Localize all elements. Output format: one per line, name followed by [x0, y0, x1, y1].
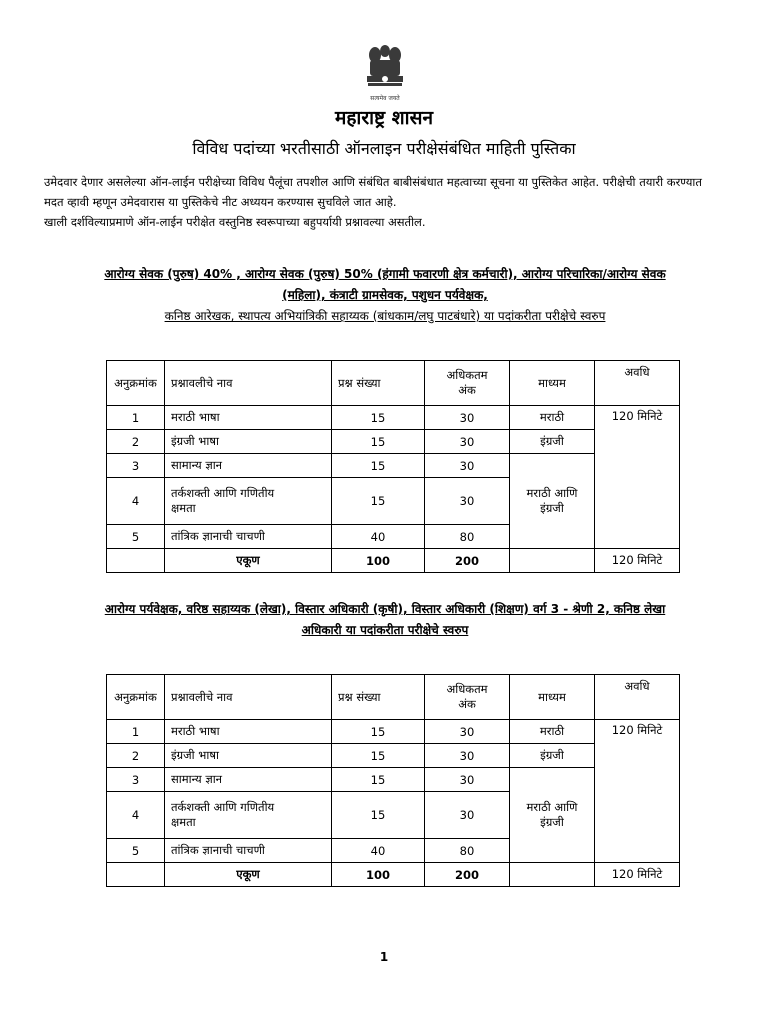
cell-medium: इंग्रजी: [510, 430, 595, 454]
cell-questions: 40: [332, 525, 425, 549]
header-serial: अनुक्रमांक: [107, 361, 165, 406]
cell-paper: तांत्रिक ज्ञानाची चाचणी: [165, 525, 332, 549]
cell-questions: 40: [332, 839, 425, 863]
header-serial: अनुक्रमांक: [107, 675, 165, 720]
cell-empty: [510, 549, 595, 573]
government-title: महाराष्ट्र शासन: [334, 107, 433, 129]
header-questions: प्रश्न संख्या: [332, 675, 425, 720]
header-duration: अवधि: [595, 675, 680, 720]
cell-paper-line1: तर्कशक्ती आणि गणितीय: [171, 486, 275, 500]
cell-serial: 1: [107, 720, 165, 744]
table-row: [107, 720, 680, 744]
cell-medium: [510, 768, 595, 863]
section1-heading-line2: (महिला), कंत्राटी ग्रामसेवक, पशुधन पर्यवेक्षक,: [282, 288, 488, 302]
section1-heading-line3: कनिष्ठ आरेखक, स्थापत्य अभियांत्रिकी सहाय्यक (बांधकाम/लघु पाटबंधारे) या पदांकरीता परीक्षेचे स्वरुप: [164, 309, 606, 323]
cell-marks: 30: [425, 430, 510, 454]
cell-questions: 15: [332, 478, 425, 525]
emblem-caption: सत्यमेव जयते: [370, 95, 400, 102]
cell-total-duration: 120 मिनिटे: [595, 863, 680, 887]
cell-marks: 30: [425, 768, 510, 792]
cell-duration: 120 मिनिटे: [595, 720, 680, 863]
cell-total-marks: 200: [425, 549, 510, 573]
table-header-row: [107, 361, 680, 406]
cell-marks: 30: [425, 406, 510, 430]
cell-total-questions: 100: [332, 549, 425, 573]
table-row: [107, 406, 680, 430]
section2-heading-line2: अधिकारी या पदांकरीता परीक्षेचे स्वरुप: [301, 623, 469, 637]
cell-paper: [165, 478, 332, 525]
header-max-marks-line2: अंक: [458, 383, 476, 397]
cell-questions: 15: [332, 406, 425, 430]
cell-serial: 2: [107, 744, 165, 768]
cell-medium: इंग्रजी: [510, 744, 595, 768]
cell-medium: मराठी: [510, 406, 595, 430]
cell-paper: सामान्य ज्ञान: [165, 454, 332, 478]
cell-empty: [107, 549, 165, 573]
cell-medium: मराठी: [510, 720, 595, 744]
header-max-marks: [425, 361, 510, 406]
cell-medium-line1: मराठी आणि: [526, 800, 578, 814]
section2-heading: [40, 599, 730, 641]
cell-empty: [107, 863, 165, 887]
cell-serial: 3: [107, 768, 165, 792]
intro-paragraph-2: खाली दर्शविल्याप्रमाणे ऑन-लाईन परीक्षेत वस्तुनिष्ठ स्वरूपाच्या बहुपर्यायी प्रश्नावल्या असतील.: [44, 215, 426, 229]
booklet-title: विविध पदांच्या भरतीसाठी ऑनलाइन परीक्षेसंबंधित माहिती पुस्तिका: [192, 139, 576, 158]
cell-marks: 30: [425, 792, 510, 839]
table-total-row: [107, 863, 680, 887]
cell-empty: [510, 863, 595, 887]
header-max-marks-line1: अधिकतम: [446, 682, 488, 696]
cell-serial: 2: [107, 430, 165, 454]
table-total-row: [107, 549, 680, 573]
cell-marks: 30: [425, 454, 510, 478]
cell-paper-line1: तर्कशक्ती आणि गणितीय: [171, 800, 275, 814]
table-row: [107, 454, 680, 478]
cell-paper: मराठी भाषा: [165, 406, 332, 430]
cell-total-marks: 200: [425, 863, 510, 887]
cell-total-questions: 100: [332, 863, 425, 887]
cell-questions: 15: [332, 744, 425, 768]
cell-questions: 15: [332, 454, 425, 478]
exam-pattern-table-2: [106, 674, 680, 887]
header-max-marks: [425, 675, 510, 720]
table-row: [107, 744, 680, 768]
header-max-marks-line1: अधिकतम: [446, 368, 488, 382]
table-header-row: [107, 675, 680, 720]
intro-paragraph-1: उमेदवार देणार असलेल्या ऑन-लाईन परीक्षेच्या विविध पैलूंचा तपशील आणि संबंधित बाबीसंबंधात महत्वाच्या सूचना या पुस्तिकेत आहेत. परीक्षेची तयारी करण्यात मदत व्हावी म्हणून उमेदवारास या पुस्तिकेचे नीट अध्ययन करण्यास सुचविले जात आहे.: [44, 175, 702, 209]
cell-questions: 15: [332, 792, 425, 839]
cell-medium-line2: इंग्रजी: [540, 815, 564, 829]
cell-duration: 120 मिनिटे: [595, 406, 680, 549]
page-number: 1: [379, 950, 389, 964]
section1-heading-line1: आरोग्य सेवक (पुरुष) 40% , आरोग्य सेवक (पुरुष) 50% (हंगामी फवारणी क्षेत्र कर्मचारी), आरोग्य परिचारिका/आरोग्य सेवक: [104, 267, 666, 281]
cell-questions: 15: [332, 720, 425, 744]
cell-paper-line2: क्षमता: [171, 501, 196, 515]
cell-marks: 80: [425, 839, 510, 863]
cell-paper: [165, 792, 332, 839]
cell-paper: मराठी भाषा: [165, 720, 332, 744]
cell-total-duration: 120 मिनिटे: [595, 549, 680, 573]
cell-serial: 1: [107, 406, 165, 430]
cell-paper: इंग्रजी भाषा: [165, 430, 332, 454]
section1-heading: [40, 264, 730, 327]
header-questions: प्रश्न संख्या: [332, 361, 425, 406]
cell-paper: तांत्रिक ज्ञानाची चाचणी: [165, 839, 332, 863]
header-paper: प्रश्नावलीचे नाव: [165, 361, 332, 406]
cell-paper: सामान्य ज्ञान: [165, 768, 332, 792]
table-row: [107, 768, 680, 792]
header-medium: माध्यम: [510, 361, 595, 406]
cell-serial: 5: [107, 525, 165, 549]
cell-marks: 30: [425, 478, 510, 525]
cell-medium-line1: मराठी आणि: [526, 486, 578, 500]
cell-serial: 4: [107, 478, 165, 525]
table-row: [107, 430, 680, 454]
cell-serial: 3: [107, 454, 165, 478]
header-medium: माध्यम: [510, 675, 595, 720]
exam-pattern-table-1: [106, 360, 680, 573]
cell-marks: 30: [425, 744, 510, 768]
state-emblem-icon: [354, 42, 416, 108]
cell-serial: 5: [107, 839, 165, 863]
cell-marks: 30: [425, 720, 510, 744]
header-paper: प्रश्नावलीचे नाव: [165, 675, 332, 720]
cell-medium-line2: इंग्रजी: [540, 501, 564, 515]
cell-total-label: एकूण: [165, 549, 332, 573]
intro-text: [44, 172, 724, 232]
cell-paper: इंग्रजी भाषा: [165, 744, 332, 768]
cell-serial: 4: [107, 792, 165, 839]
cell-total-label: एकूण: [165, 863, 332, 887]
header-duration: अवधि: [595, 361, 680, 406]
section2-heading-line1: आरोग्य पर्यवेक्षक, वरिष्ठ सहाय्यक (लेखा), विस्तार अधिकारी (कृषी), विस्तार अधिकारी (शिक्षण) वर्ग 3 - श्रेणी 2, कनिष्ठ लेखा: [104, 602, 666, 616]
cell-paper-line2: क्षमता: [171, 815, 196, 829]
header-max-marks-line2: अंक: [458, 697, 476, 711]
cell-questions: 15: [332, 768, 425, 792]
cell-medium: [510, 454, 595, 549]
cell-marks: 80: [425, 525, 510, 549]
cell-questions: 15: [332, 430, 425, 454]
